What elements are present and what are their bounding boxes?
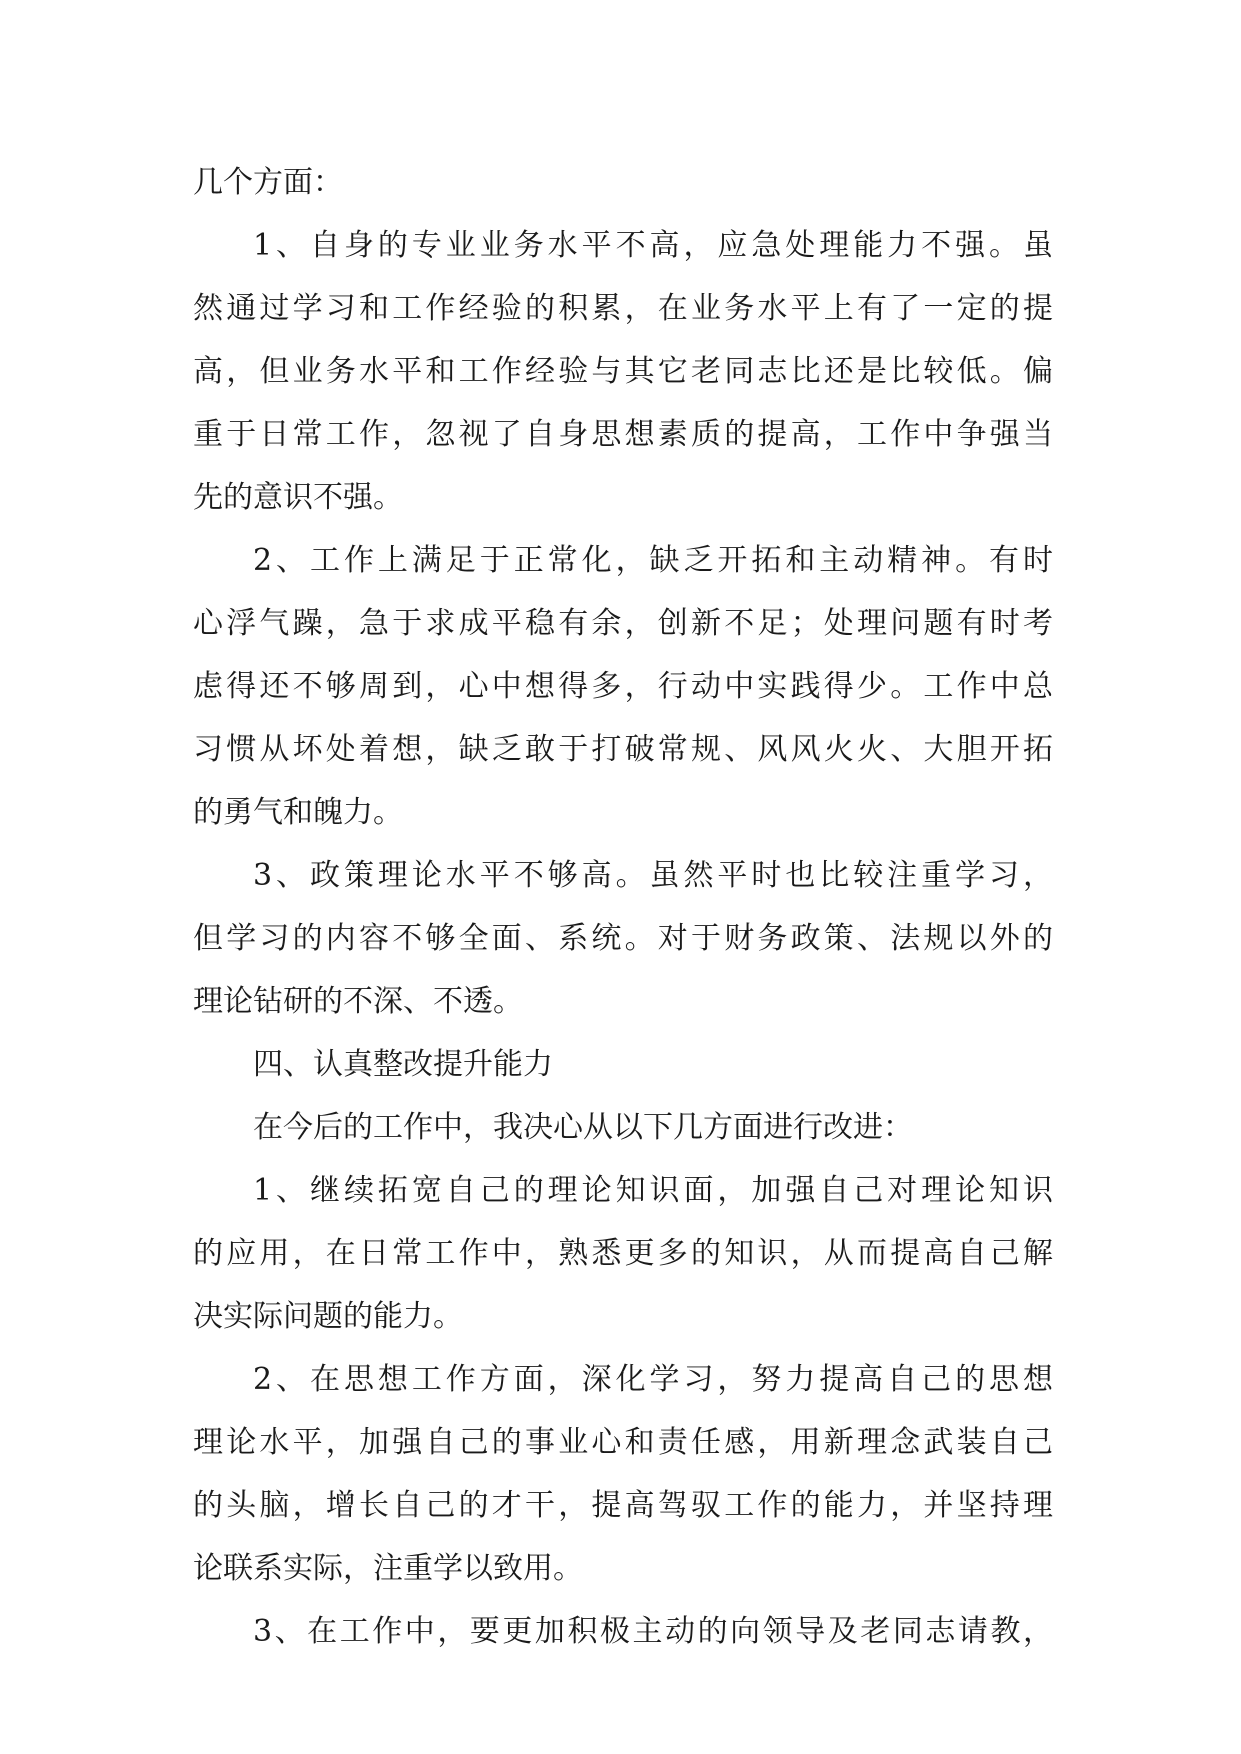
text-line: 先的意识不强。: [193, 480, 403, 515]
text-line: 的头脑，增长自己的才干，提高驾驭工作的能力，并坚持理: [193, 1488, 1053, 1523]
text-line: 2、工作上满足于正常化，缺乏开拓和主动精神。有时: [253, 543, 1053, 578]
text-line: 几个方面：: [193, 165, 343, 200]
text-line: 论联系实际，注重学以致用。: [193, 1551, 583, 1586]
text-line: 习惯从坏处着想，缺乏敢于打破常规、风风火火、大胆开拓: [193, 732, 1053, 767]
text-line: 的应用，在日常工作中，熟悉更多的知识，从而提高自己解: [193, 1236, 1053, 1271]
text-line: 但学习的内容不够全面、系统。对于财务政策、法规以外的: [193, 921, 1053, 956]
text-line: 3、在工作中，要更加积极主动的向领导及老同志请教，: [253, 1614, 1053, 1649]
text-line: 重于日常工作，忽视了自身思想素质的提高，工作中争强当: [193, 417, 1053, 452]
text-line: 然通过学习和工作经验的积累，在业务水平上有了一定的提: [193, 291, 1053, 326]
text-line: 高，但业务水平和工作经验与其它老同志比还是比较低。偏: [193, 354, 1053, 389]
text-line: 3、政策理论水平不够高。虽然平时也比较注重学习，: [253, 858, 1053, 893]
text-line: 理论钻研的不深、不透。: [193, 984, 523, 1019]
text-line: 1、自身的专业业务水平不高，应急处理能力不强。虽: [253, 228, 1053, 263]
text-line: 决实际问题的能力。: [193, 1299, 463, 1334]
text-line: 心浮气躁，急于求成平稳有余，创新不足；处理问题有时考: [193, 606, 1053, 641]
text-line: 虑得还不够周到，心中想得多，行动中实践得少。工作中总: [193, 669, 1053, 704]
text-line: 2、在思想工作方面，深化学习，努力提高自己的思想: [253, 1362, 1053, 1397]
text-line: 1、继续拓宽自己的理论知识面，加强自己对理论知识: [253, 1173, 1053, 1208]
text-line: 的勇气和魄力。: [193, 795, 403, 830]
section-heading: 四、认真整改提升能力: [253, 1047, 553, 1082]
text-line: 在今后的工作中，我决心从以下几方面进行改进：: [253, 1110, 913, 1145]
text-line: 理论水平，加强自己的事业心和责任感，用新理念武装自己: [193, 1425, 1053, 1460]
